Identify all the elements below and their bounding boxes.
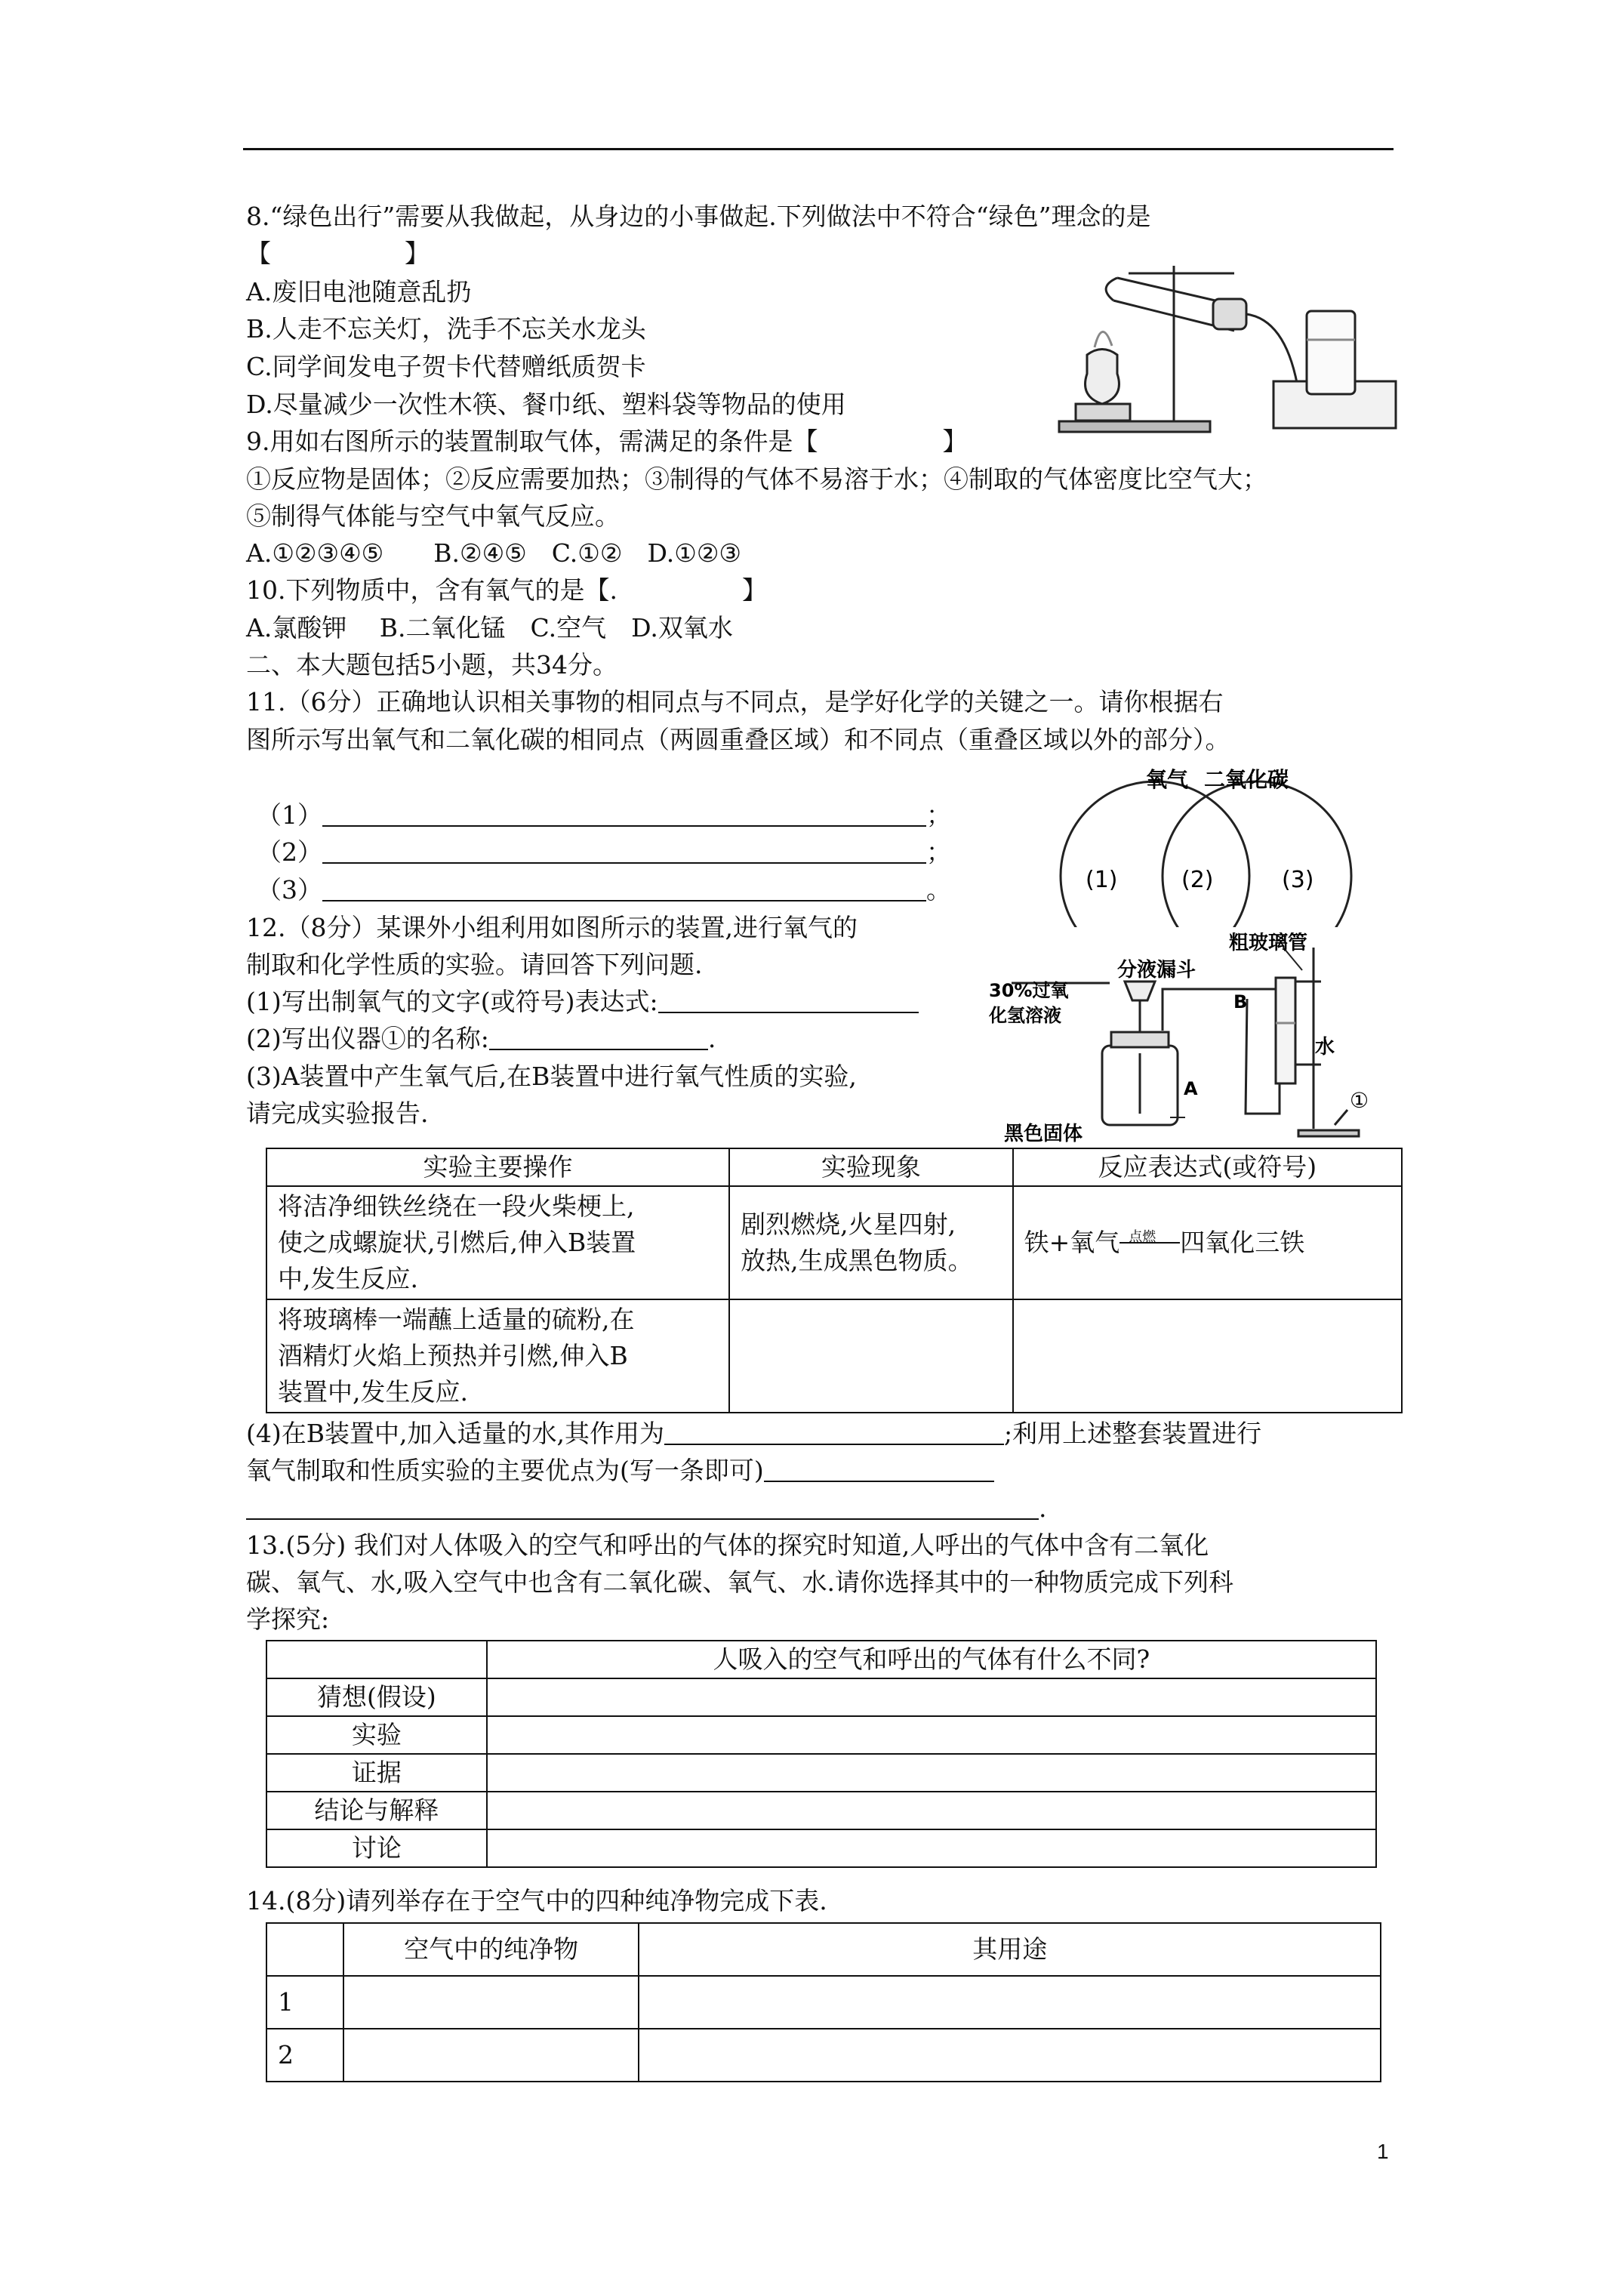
q12-part2: (2)写出仪器①的名称: . xyxy=(246,1024,716,1053)
q9-stem: 9.用如右图所示的装置制取气体，需满足的条件是【 】 xyxy=(246,427,968,456)
q12-line2: 制取和化学性质的实验。请回答下列问题. xyxy=(246,950,703,979)
row-number-1: 1 xyxy=(266,1976,343,2029)
reaction-arrow: 点燃 xyxy=(1119,1230,1180,1253)
row1-expression: 铁+氧气 点燃 四氧化三铁 xyxy=(1013,1186,1402,1299)
header-phenomenon: 实验现象 xyxy=(729,1148,1013,1186)
label-b: B xyxy=(1233,991,1248,1012)
row2-operation: 将玻璃棒一端蘸上适量的硫粉,在 酒精灯火焰上预热并引燃,伸入B 装置中,发生反应. xyxy=(266,1299,729,1413)
q11-line1: 11.（6分）正确地认识相关事物的相同点与不同点，是学好化学的关键之一。请你根据右 xyxy=(246,687,1224,717)
answer-blank[interactable] xyxy=(322,876,926,901)
answer-blank[interactable] xyxy=(322,838,926,864)
row-hypothesis: 猜想(假设) xyxy=(266,1678,487,1716)
venn-region-1: (1) xyxy=(1086,867,1118,893)
venn-region-2: (2) xyxy=(1181,867,1214,893)
row1-phenomenon: 剧烈燃烧,火星四射, 放热,生成黑色物质。 xyxy=(729,1186,1013,1299)
venn-region-3: (3) xyxy=(1282,867,1314,893)
q12-line1: 12.（8分）某课外小组利用如图所示的装置,进行氧气的 xyxy=(246,913,858,942)
q11-item-3: （3） 。 xyxy=(257,875,951,905)
row-conclusion: 结论与解释 xyxy=(266,1792,487,1829)
inquiry-table xyxy=(266,1640,1377,1868)
discussion-blank[interactable] xyxy=(487,1829,1376,1867)
label-h2o2-line2: 化氢溶液 xyxy=(989,1005,1061,1026)
answer-blank[interactable] xyxy=(664,1419,1004,1445)
venn-label-oxygen: 氧气 xyxy=(1146,767,1189,792)
experiment-blank[interactable] xyxy=(487,1716,1376,1754)
q14-stem: 14.(8分)请列举存在于空气中的四种纯净物完成下表. xyxy=(246,1886,827,1915)
venn-label-co2: 二氧化碳 xyxy=(1204,767,1289,792)
header-rule xyxy=(243,148,1394,150)
conclusion-blank[interactable] xyxy=(487,1792,1376,1829)
q10-stem: 10.下列物质中，含有氧气的是【. 】 xyxy=(246,575,767,605)
section-2-heading: 二、本大题包括5小题，共34分。 xyxy=(246,650,617,680)
experiment-report-table xyxy=(266,1148,1403,1413)
venn-diagram xyxy=(1049,763,1366,932)
answer-blank[interactable] xyxy=(489,1025,708,1050)
inquiry-question-header: 人吸入的空气和呼出的气体有什么不同? xyxy=(487,1641,1376,1678)
air-substances-table xyxy=(266,1922,1381,2082)
oxygen-apparatus-figure xyxy=(989,932,1378,1144)
answer-blank[interactable] xyxy=(658,988,919,1013)
label-a: A xyxy=(1184,1078,1198,1099)
q13-line2: 碳、氧气、水,吸入空气中也含有二氧化碳、氧气、水.请你选择其中的一种物质完成下列科 xyxy=(246,1567,1233,1597)
q12-part3-line2: 请完成实验报告. xyxy=(246,1099,429,1128)
page-number: 1 xyxy=(1377,2140,1389,2163)
q9-condition-line2: ⑤制得气体能与空气中氧气反应。 xyxy=(246,501,620,531)
label-h2o2-line1: 30%过氧 xyxy=(989,980,1069,1001)
answer-blank[interactable] xyxy=(322,801,926,827)
inquiry-corner-cell xyxy=(266,1641,487,1678)
row2-phenomenon-blank[interactable] xyxy=(729,1299,1013,1413)
label-thick-glass-tube: 粗玻璃管 xyxy=(1229,932,1308,954)
q13-line3: 学探究: xyxy=(246,1604,330,1634)
use-blank-2[interactable] xyxy=(639,2029,1381,2082)
header-expression: 反应表达式(或符号) xyxy=(1013,1148,1402,1186)
row-experiment: 实验 xyxy=(266,1716,487,1754)
q8-option-d: D.尽量减少一次性木筷、餐巾纸、塑料袋等物品的使用 xyxy=(246,390,846,419)
q9-condition-line1: ①反应物是固体；②反应需要加热；③制得的气体不易溶于水；④制取的气体密度比空气大； xyxy=(246,464,1267,494)
q12-part4-line3: . xyxy=(246,1492,1047,1525)
label-water: 水 xyxy=(1315,1036,1335,1059)
q12-part4-line2: 氧气制取和性质实验的主要优点为(写一条即可) xyxy=(246,1454,994,1487)
row-number-2: 2 xyxy=(266,2029,343,2082)
label-separatory-funnel: 分液漏斗 xyxy=(1117,959,1196,982)
q11-item-2: （2） ； xyxy=(257,837,951,867)
q12-part3-line1: (3)A装置中产生氧气后,在B装置中进行氧气性质的实验, xyxy=(246,1062,857,1091)
q10-options: A.氯酸钾 B.二氧化锰 C.空气 D.双氧水 xyxy=(246,613,733,643)
substance-blank-1[interactable] xyxy=(343,1976,639,2029)
row-discussion: 讨论 xyxy=(266,1829,487,1867)
q8-option-b: B.人走不忘关灯，洗手不忘关水龙头 xyxy=(246,314,646,344)
label-circle-1: ① xyxy=(1350,1088,1369,1113)
row-evidence: 证据 xyxy=(266,1754,487,1792)
q8-answer-bracket: 【 】 xyxy=(246,239,431,268)
use-blank-1[interactable] xyxy=(639,1976,1381,2029)
hypothesis-blank[interactable] xyxy=(487,1678,1376,1716)
label-black-solid: 黑色固体 xyxy=(1004,1123,1083,1144)
q8-stem: 8.“绿色出行”需要从我做起，从身边的小事做起.下列做法中不符合“绿色”理念的是 xyxy=(246,202,1151,231)
q8-option-a: A.废旧电池随意乱扔 xyxy=(246,277,472,307)
evidence-blank[interactable] xyxy=(487,1754,1376,1792)
q13-line1: 13.(5分) 我们对人体吸入的空气和呼出的气体的探究时知道,人呼出的气体中含有二氧化 xyxy=(246,1530,1209,1560)
q9-options: A.①②③④⑤ B.②④⑤ C.①② D.①②③ xyxy=(246,538,741,568)
q8-option-c: C.同学间发电子贺卡代替赠纸质贺卡 xyxy=(246,352,646,381)
q12-part1: (1)写出制氧气的文字(或符号)表达式: xyxy=(246,985,919,1019)
air-table-corner-cell xyxy=(266,1923,343,1976)
header-pure-substance: 空气中的纯净物 xyxy=(343,1923,639,1976)
header-main-operation: 实验主要操作 xyxy=(266,1148,729,1186)
answer-blank[interactable] xyxy=(246,1494,1039,1520)
header-use: 其用途 xyxy=(639,1923,1381,1976)
q11-line2: 图所示写出氧气和二氧化碳的相同点（两圆重叠区域）和不同点（重叠区域以外的部分）。 xyxy=(246,725,1230,754)
substance-blank-2[interactable] xyxy=(343,2029,639,2082)
row2-expression-blank[interactable] xyxy=(1013,1299,1402,1413)
answer-blank[interactable] xyxy=(764,1456,994,1482)
q12-part4-line1: (4)在B装置中,加入适量的水,其作用为 ;利用上述整套装置进行 xyxy=(246,1419,1262,1448)
row1-operation: 将洁净细铁丝绕在一段火柴梗上, 使之成螺旋状,引燃后,伸入B装置 中,发生反应. xyxy=(266,1186,729,1299)
heating-apparatus-figure xyxy=(1053,249,1400,438)
q11-item-1: （1） ； xyxy=(257,800,951,830)
